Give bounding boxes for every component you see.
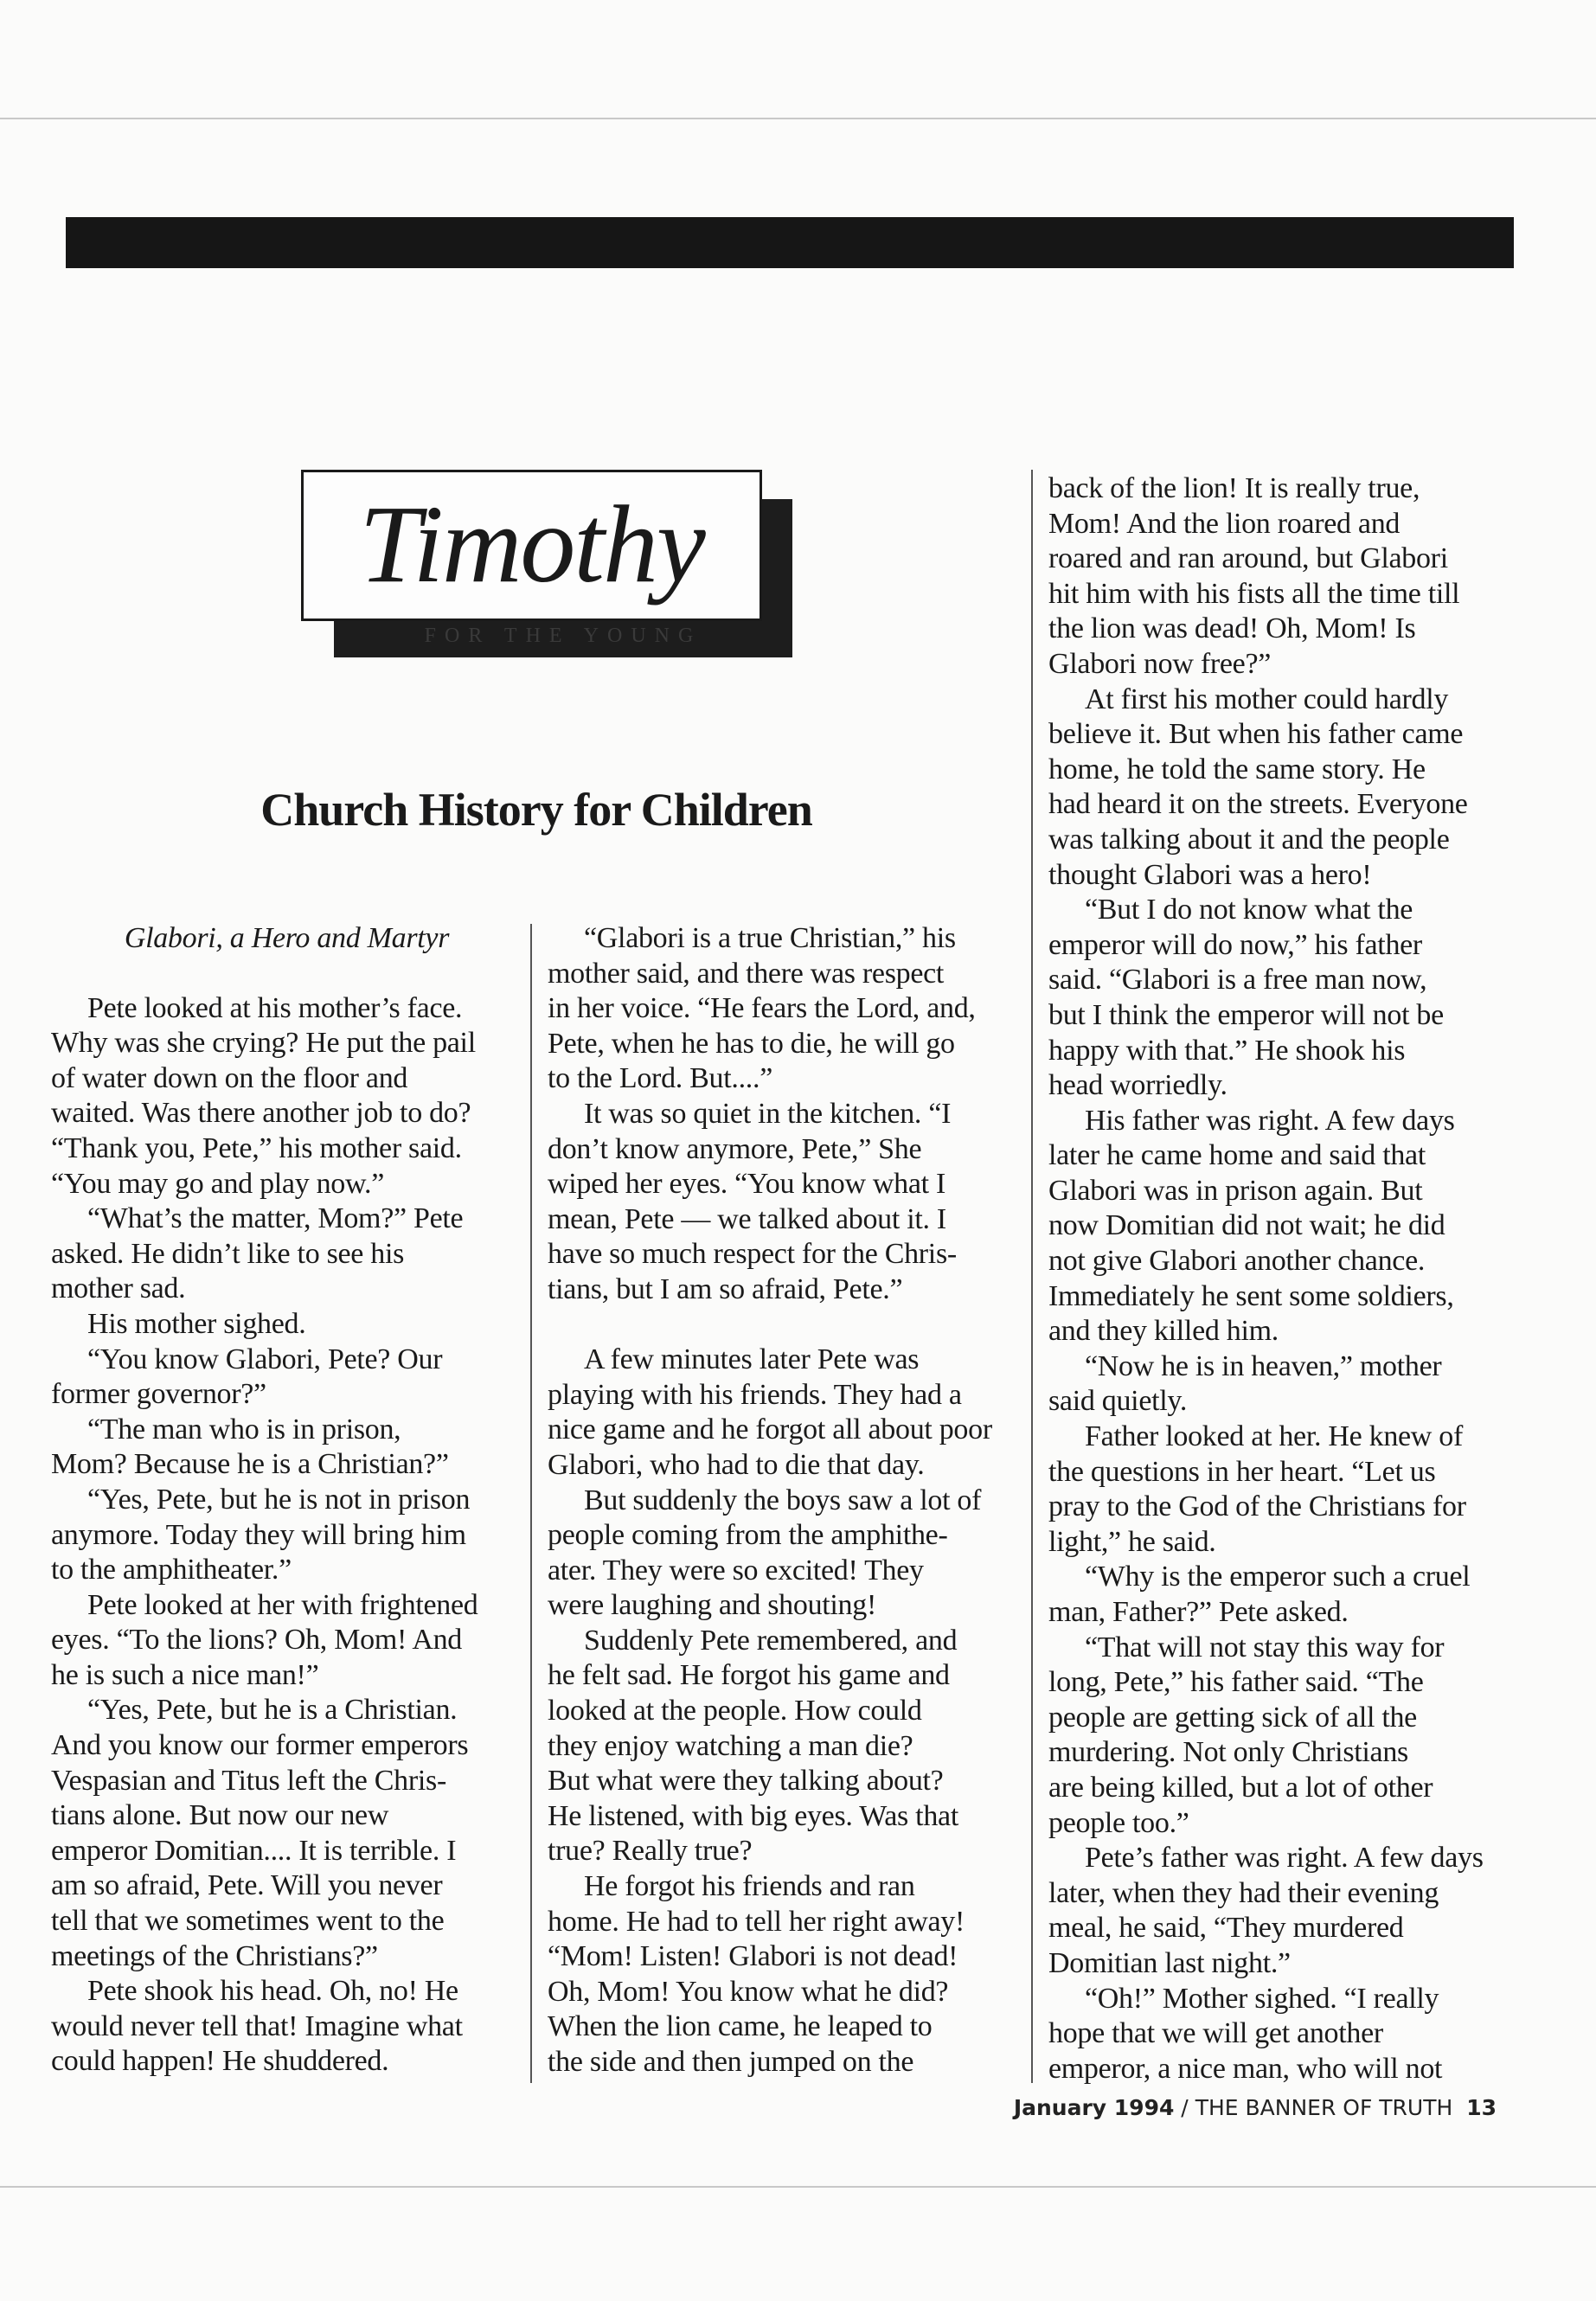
text-line: said. “Glabori is a free man now, xyxy=(1048,964,1427,997)
footer-publication: THE BANNER OF TRUTH xyxy=(1195,2095,1453,2120)
text-line: hit him with his fists all the time till xyxy=(1048,577,1460,610)
paragraph xyxy=(1048,1560,1520,1630)
paragraph xyxy=(548,1624,1019,1869)
paragraph xyxy=(51,1202,522,1307)
article-subheading: Glabori, a Hero and Martyr xyxy=(124,922,450,954)
text-line: nice game and he forgot all about poor xyxy=(548,1413,992,1446)
text-line: they enjoy watching a man die? xyxy=(548,1729,913,1762)
column-divider xyxy=(1031,470,1033,2083)
text-line: Glabori, who had to die that day. xyxy=(548,1448,925,1481)
text-line: tians alone. But now our new xyxy=(51,1799,389,1832)
page-footer xyxy=(1014,2095,1497,2120)
text-line: are being killed, but a lot of other xyxy=(1048,1771,1433,1804)
paragraph xyxy=(1048,683,1520,894)
text-line: “Why is the emperor such a cruel xyxy=(1085,1561,1471,1593)
paragraph xyxy=(548,921,1019,1097)
text-line: “But I do not know what the xyxy=(1085,894,1413,926)
text-line: “You know Glabori, Pete? Our xyxy=(87,1343,443,1375)
text-line: Pete looked at her with frightened xyxy=(87,1588,478,1621)
text-line: happy with that.” He shook his xyxy=(1048,1034,1406,1067)
text-line: were laughing and shouting! xyxy=(548,1589,876,1622)
text-line: “Oh!” Mother sighed. “I really xyxy=(1085,1982,1439,2015)
text-line: “Yes, Pete, but he is not in prison xyxy=(87,1483,471,1516)
text-line: former governor?” xyxy=(51,1378,266,1411)
paragraph xyxy=(51,991,522,1202)
text-line: waited. Was there another job to do? xyxy=(51,1097,471,1130)
article-column-1 xyxy=(51,921,522,2080)
text-line: tell that we sometimes went to the xyxy=(51,1905,445,1938)
text-line: mother sad. xyxy=(51,1272,186,1305)
text-line: Why was she crying? He put the pail xyxy=(51,1027,476,1060)
text-line: Mom! And the lion roared and xyxy=(1048,507,1401,540)
footer-separator: / xyxy=(1174,2095,1195,2120)
article-column-2 xyxy=(548,921,1019,2080)
text-line: Immediately he sent some soldiers, xyxy=(1048,1279,1454,1312)
text-line: meal, he said, “They murdered xyxy=(1048,1912,1404,1945)
text-line: His mother sighed. xyxy=(87,1307,306,1340)
timothy-logo xyxy=(301,470,762,621)
text-line: When the lion came, he leaped to xyxy=(548,2010,933,2043)
text-line: Pete looked at his mother’s face. xyxy=(87,991,463,1024)
text-line: Pete shook his head. Oh, no! He xyxy=(87,1975,458,2008)
text-line: His father was right. A few days xyxy=(1085,1104,1455,1137)
paragraph xyxy=(1048,1104,1520,1349)
text-line: head worriedly. xyxy=(1048,1069,1227,1102)
text-line: roared and ran around, but Glabori xyxy=(1048,542,1448,575)
text-line: long, Pete,” his father said. “The xyxy=(1048,1666,1424,1699)
paragraph xyxy=(548,1097,1019,1308)
text-line: Pete, when he has to die, he will go xyxy=(548,1027,955,1060)
text-line: to the amphitheater.” xyxy=(51,1554,292,1586)
paragraph xyxy=(1048,471,1520,683)
text-line: am so afraid, Pete. Will you never xyxy=(51,1869,443,1902)
text-line: emperor will do now,” his father xyxy=(1048,928,1422,961)
text-line: thought Glabori was a hero! xyxy=(1048,858,1372,891)
text-line: would never tell that! Imagine what xyxy=(51,2009,463,2042)
text-line: mother said, and there was respect xyxy=(548,957,945,990)
text-line: pray to the God of the Christians for xyxy=(1048,1490,1466,1523)
paragraph xyxy=(51,1483,522,1588)
text-line: later, when they had their evening xyxy=(1048,1876,1439,1909)
paragraph xyxy=(548,1484,1019,1624)
text-line: man, Father?” Pete asked. xyxy=(1048,1596,1349,1628)
text-line: “What’s the matter, Mom?” Pete xyxy=(87,1202,464,1235)
text-line: people too.” xyxy=(1048,1806,1189,1839)
text-line: he is such a nice man!” xyxy=(51,1658,319,1691)
text-line: Glabori was in prison again. But xyxy=(1048,1174,1423,1207)
paragraph xyxy=(1048,1841,1520,1981)
text-line: was talking about it and the people xyxy=(1048,823,1450,856)
text-line: and they killed him. xyxy=(1048,1315,1279,1348)
paragraph xyxy=(51,1693,522,1974)
text-line: back of the lion! It is really true, xyxy=(1048,472,1420,504)
text-line: “Glabori is a true Christian,” his xyxy=(584,922,956,954)
column-divider xyxy=(530,924,532,2083)
text-line: but I think the emperor will not be xyxy=(1048,998,1444,1031)
bottom-page-edge xyxy=(0,2186,1596,2188)
text-line: Mom? Because he is a Christian?” xyxy=(51,1448,449,1481)
text-line: people coming from the amphithe- xyxy=(548,1519,948,1552)
text-line: murdering. Not only Christians xyxy=(1048,1736,1408,1769)
text-line: believe it. But when his father came xyxy=(1048,718,1464,751)
text-line: He listened, with big eyes. Was that xyxy=(548,1799,958,1832)
text-line: “Yes, Pete, but he is a Christian. xyxy=(87,1694,458,1727)
text-line: tians, but I am so afraid, Pete.” xyxy=(548,1272,903,1305)
text-line: light,” he said. xyxy=(1048,1525,1216,1558)
text-line: Father looked at her. He knew of xyxy=(1085,1420,1463,1453)
text-line: “That will not stay this way for xyxy=(1085,1631,1445,1663)
paragraph xyxy=(51,1588,522,1694)
text-line: could happen! He shuddered. xyxy=(51,2045,389,2078)
text-line: true? Really true? xyxy=(548,1835,753,1868)
paragraph xyxy=(1048,1349,1520,1420)
text-line: to the Lord. But....” xyxy=(548,1062,772,1095)
text-line: anymore. Today they will bring him xyxy=(51,1518,466,1551)
text-line: But suddenly the boys saw a lot of xyxy=(584,1484,982,1516)
text-line: in her voice. “He fears the Lord, and, xyxy=(548,992,976,1025)
text-line: looked at the people. How could xyxy=(548,1695,922,1727)
paragraph xyxy=(51,1343,522,1413)
paragraph xyxy=(1048,893,1520,1104)
text-line: “Thank you, Pete,” his mother said. xyxy=(51,1131,462,1164)
text-line: “Mom! Listen! Glabori is not dead! xyxy=(548,1940,958,1973)
text-line: Glabori now free?” xyxy=(1048,647,1272,680)
paragraph xyxy=(51,1413,522,1483)
logo-title: Timothy xyxy=(359,482,704,606)
paragraph xyxy=(51,1307,522,1343)
text-line: asked. He didn’t like to see his xyxy=(51,1237,405,1270)
text-line: said quietly. xyxy=(1048,1385,1188,1418)
text-line: ater. They were so excited! They xyxy=(548,1554,924,1586)
text-line: don’t know anymore, Pete,” She xyxy=(548,1132,922,1165)
text-line: And you know our former emperors xyxy=(51,1729,469,1762)
text-line: Suddenly Pete remembered, and xyxy=(584,1624,958,1657)
logo-subtitle: FOR THE YOUNG xyxy=(424,625,702,647)
footer-date: January 1994 xyxy=(1013,2095,1175,2120)
text-line: the side and then jumped on the xyxy=(548,2046,914,2078)
paragraph xyxy=(1048,1631,1520,1842)
text-line: It was so quiet in the kitchen. “I xyxy=(584,1097,952,1130)
text-line: “You may go and play now.” xyxy=(51,1167,385,1200)
top-page-edge xyxy=(0,118,1596,119)
text-line: home, he told the same story. He xyxy=(1048,753,1426,785)
page-number: 13 xyxy=(1466,2095,1497,2120)
header-black-bar xyxy=(66,217,1514,268)
text-line: At first his mother could hardly xyxy=(1085,683,1449,715)
text-line: emperor, a nice man, who will not xyxy=(1048,2052,1443,2085)
text-line: had heard it on the streets. Everyone xyxy=(1048,788,1468,821)
text-line: he felt sad. He forgot his game and xyxy=(548,1659,950,1692)
text-line: mean, Pete — we talked about it. I xyxy=(548,1202,946,1235)
text-line: home. He had to tell her right away! xyxy=(548,1905,965,1938)
text-line: now Domitian did not wait; he did xyxy=(1048,1209,1445,1242)
text-line: not give Glabori another chance. xyxy=(1048,1245,1426,1278)
text-line: “The man who is in prison, xyxy=(87,1413,401,1445)
text-line: Pete’s father was right. A few days xyxy=(1085,1842,1484,1875)
paragraph xyxy=(548,1869,1019,2080)
article-column-3 xyxy=(1048,471,1520,2086)
text-line: A few minutes later Pete was xyxy=(584,1343,920,1376)
paragraph-gap xyxy=(548,1308,1019,1343)
text-line: hope that we will get another xyxy=(1048,2017,1383,2050)
text-line: But what were they talking about? xyxy=(548,1765,944,1798)
text-line: Domitian last night.” xyxy=(1048,1946,1291,1979)
text-line: He forgot his friends and ran xyxy=(584,1870,915,1903)
text-line: later he came home and said that xyxy=(1048,1139,1426,1172)
text-line: wiped her eyes. “You know what I xyxy=(548,1168,946,1201)
article-headline: Church History for Children xyxy=(260,784,812,836)
paragraph xyxy=(1048,1420,1520,1560)
text-line: playing with his friends. They had a xyxy=(548,1378,962,1411)
text-line: emperor Domitian.... It is terrible. I xyxy=(51,1834,457,1867)
text-line: Oh, Mom! You know what he did? xyxy=(548,1975,949,2008)
text-line: “Now he is in heaven,” mother xyxy=(1085,1349,1442,1382)
text-line: people are getting sick of all the xyxy=(1048,1701,1417,1734)
text-line: eyes. “To the lions? Oh, Mom! And xyxy=(51,1624,462,1657)
paragraph xyxy=(548,1343,1019,1483)
text-line: the questions in her heart. “Let us xyxy=(1048,1455,1436,1488)
text-line: of water down on the floor and xyxy=(51,1061,408,1094)
text-line: Vespasian and Titus left the Chris- xyxy=(51,1764,446,1797)
paragraph xyxy=(51,1974,522,2080)
paragraph xyxy=(1048,1982,1520,2087)
text-line: meetings of the Christians?” xyxy=(51,1939,378,1972)
text-line: have so much respect for the Chris- xyxy=(548,1238,957,1271)
text-line: the lion was dead! Oh, Mom! Is xyxy=(1048,612,1416,645)
